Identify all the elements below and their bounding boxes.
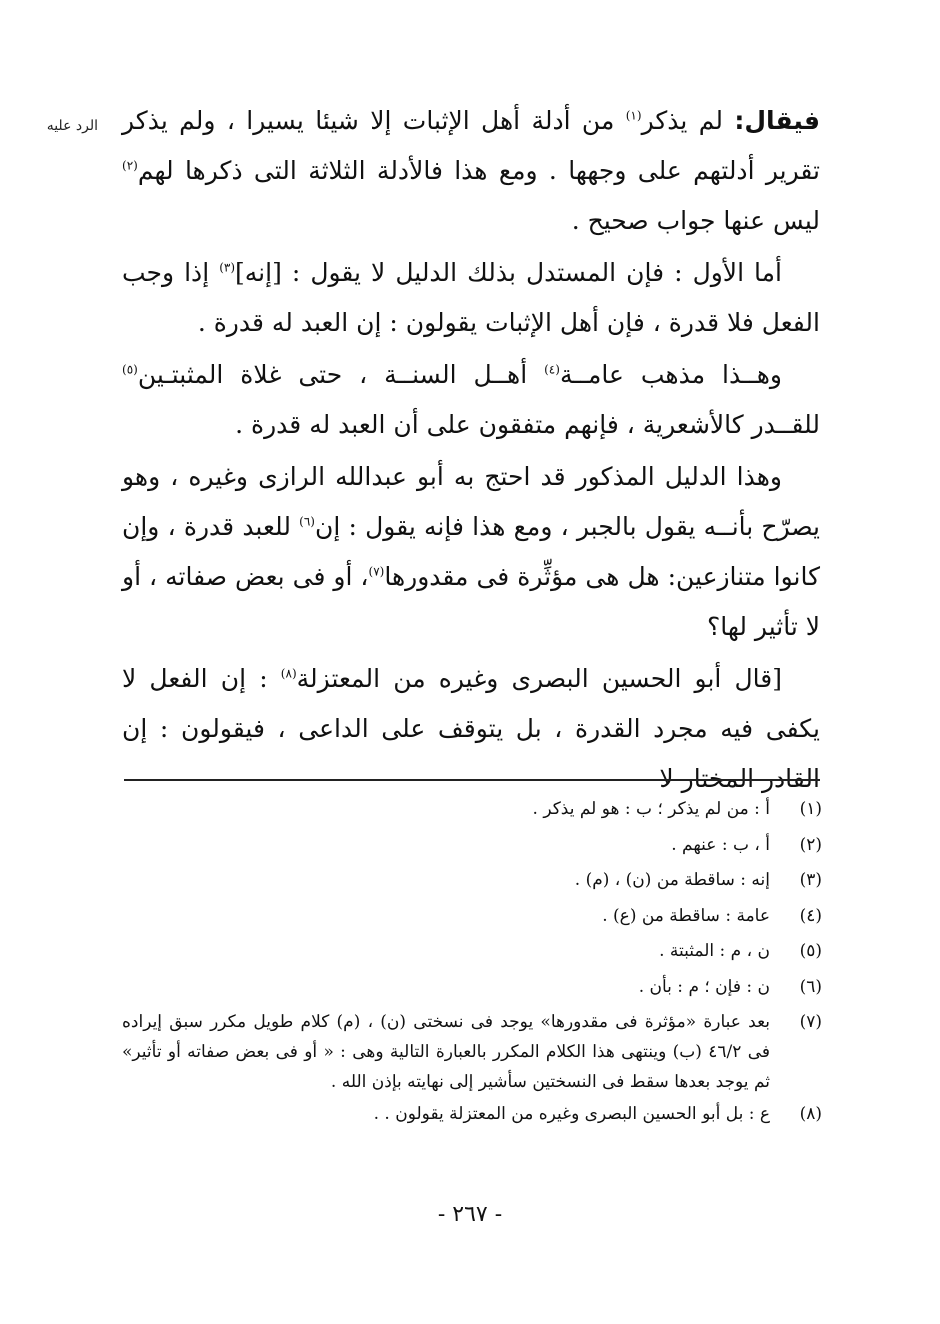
text-segment: من أدلة أهل الإثبات إلا شيئا يسيرا ، ولم يذكر تقرير أدلتهم على وجهها . ومع هذا فالأدلة الثلاثة التى ذكرها لهم	[122, 106, 820, 185]
paragraph-2	[122, 248, 820, 348]
footnote-number: (٤)	[799, 905, 822, 926]
text-segment: وهذا الدليل المذكور قد احتج به أبو عبدالله الرازى وغيره ، وهو يصرّح بأنــه يقول بالجبر ، ومع هذا فإنه يقول : إن	[122, 462, 821, 541]
footnote-text: ن ، م : المثبتة .	[659, 941, 770, 961]
footnote-ref[interactable]: (٧)	[368, 564, 385, 579]
footnote-number: (٢)	[799, 834, 822, 855]
paragraph-1	[122, 96, 820, 246]
footnote-number: (٥)	[799, 941, 822, 961]
footnote-ref[interactable]: (٦)	[299, 514, 315, 529]
footnote-number: (٣)	[799, 870, 822, 890]
footnotes	[122, 792, 822, 1133]
footnote-ref[interactable]: (٢)	[122, 158, 138, 173]
footnote-number: (٨)	[799, 1104, 822, 1124]
text-segment: إذا وجب الفعل فلا قدرة ، فإن أهل الإثبات يقولون : إن العبد له قدرة .	[122, 258, 820, 337]
text-segment: للقــدر كالأشعرية ، فإنهم متفقون على أن العبد له قدرة .	[235, 410, 820, 439]
footnote-item	[122, 970, 822, 1006]
paragraph-4	[122, 452, 820, 652]
footnote-ref[interactable]: (٨)	[280, 666, 297, 681]
text-segment: أهــل السنــة ، حتى غلاة المثبتـين	[137, 360, 545, 389]
footnote-item	[122, 899, 822, 935]
page-number: - ٢٦٧ -	[437, 1202, 503, 1227]
footnote-text: أ : من لم يذكر ؛ ب : هو لم يذكر .	[532, 799, 770, 819]
margin-note: الرد عليه	[46, 118, 98, 134]
paragraph-lead: فيقال:	[734, 106, 820, 135]
footnote-item	[122, 1097, 822, 1133]
main-text	[122, 96, 820, 806]
paragraph-5	[122, 654, 820, 804]
footnote-ref[interactable]: (٣)	[219, 260, 236, 275]
text-segment: : إن الفعل لا يكفى فيه مجرد القدرة ، بل يتوقف على الداعى ، فيقولون : إن القادر المختار لا	[122, 664, 820, 793]
footnote-ref[interactable]: (٥)	[122, 362, 138, 377]
footnote-number: (١)	[799, 799, 822, 819]
text-segment: للعبد قدرة ، وإن كانوا متنازعين: هل هى مؤثِّرة فى مقدورها	[122, 512, 820, 591]
footnote-text: ن : فإن ؛ م : بأن .	[638, 976, 770, 997]
footnote-number: (٧)	[799, 1012, 822, 1032]
footnote-text: بعد عبارة «مؤثرة فى مقدورها» يوجد فى نسختى (ن) ، (م) كلام طويل مكرر سبق إيراده فى ٤٦/٢ (ب) وينتهى هذا الكلام المكرر بالعبارة التالية وهى : « أو فى بعض صفاته أو تأثير» ثم يوجد بعدها سقط فى النسختين سأشير إلى نهايته بإذن الله .	[122, 1012, 771, 1092]
footnote-text: عامة : ساقطة من (ع) .	[602, 905, 770, 926]
text-segment: أما الأول : فإن المستدل بذلك الدليل لا يقول : [إنه]	[235, 258, 783, 287]
footnote-item	[122, 828, 822, 864]
footnote-item	[122, 1005, 822, 1097]
footnote-text: إنه : ساقطة من (ن) ، (م) .	[574, 870, 770, 890]
footnote-text: ع : بل أبو الحسين البصرى وغيره من المعتزلة يقولون . .	[373, 1104, 770, 1124]
text-segment: لم يذكر	[641, 106, 735, 135]
paragraph-3	[122, 350, 820, 450]
footnote-ref[interactable]: (١)	[625, 108, 642, 123]
footnote-divider	[124, 779, 820, 781]
text-segment: ، أو فى بعض صفاته ، أو لا تأثير لها؟	[122, 562, 820, 641]
text-segment: [قال أبو الحسين البصرى وغيره من المعتزلة	[296, 664, 782, 693]
text-segment: وهــذا مذهب عامــة	[559, 360, 782, 389]
footnote-item	[122, 863, 822, 899]
footnote-item	[122, 934, 822, 970]
footnote-ref[interactable]: (٤)	[544, 362, 560, 377]
footnote-text: أ ، ب : عنهم .	[671, 834, 770, 855]
footnote-item	[122, 792, 822, 828]
text-segment: ليس عنها جواب صحيح .	[571, 206, 820, 235]
footnote-number: (٦)	[799, 976, 822, 997]
